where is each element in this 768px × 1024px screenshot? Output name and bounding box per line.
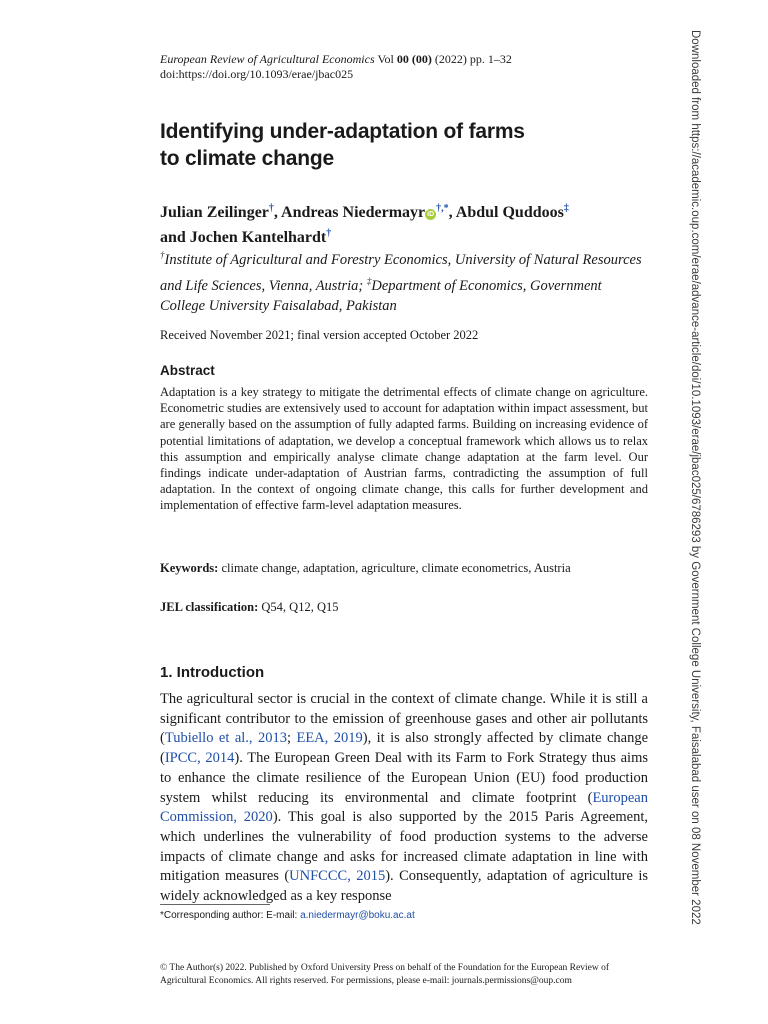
footnote-divider [160,904,270,905]
received-date: Received November 2021; final version accepted October 2022 [160,328,479,342]
download-watermark: Downloaded from https://academic.oup.com/erae/advance-article/doi/10.1093/erae/jbac025/6786293 by Government College University, Faisalabad user on 08 November 2022 [689,30,701,925]
author-name[interactable]: Andreas Niedermayr [281,204,426,221]
affiliation-symbol: † [160,250,165,260]
citation-link[interactable]: European Commission, 2020 [160,789,648,826]
intro-text: ; [286,730,297,747]
citation-link[interactable]: Tubiello et al., 2013 [164,730,287,747]
citation-link[interactable]: EEA, 2019 [296,730,363,747]
keywords [160,561,648,576]
journal-citation [160,52,512,67]
author-name[interactable]: Abdul Quddoos [455,204,564,221]
orcid-icon[interactable]: iD [427,211,435,218]
journal-vol-prefix: Vol [377,52,394,66]
intro-text: ). Consequently, adaptation of agriculture is widely acknowledged as a key response [160,868,648,905]
paper-title-line-2: to climate change [160,147,334,170]
citation-link[interactable]: UNFCCC, 2015 [289,868,386,885]
affiliations [160,245,648,317]
journal-year-pages: (2022) pp. 1–32 [434,52,512,66]
paper-title [160,118,630,172]
author-name[interactable]: Jochen Kantelhardt [189,229,327,246]
affiliation-mark[interactable]: † [326,228,332,239]
journal-doi: doi:https://doi.org/10.1093/erae/jbac025 [160,67,354,81]
abstract-text: Adaptation is a key strategy to mitigate the detrimental effects of climate change on agriculture. Econometric studies are extensively used to account for adaptation within impact assessment, but are generally based on the assumption of fully adapted farms. Building on increasing evidence of potential limitations of adaptation, we develop a conceptual framework which allows us to relax this assumption and empirically analyse climate change adaptation at the farm level. Our findings indicate under-adaptation of Austrian farms, contradicting the assumption of full adaptation. In the context of ongoing climate change, this calls for further development and implementation of effective farm-level adaptation measures. [160,385,648,513]
journal-volume: 00 (00) [396,52,432,66]
jel-label: JEL classification: [160,600,259,614]
affiliation-text: Department of Economics, Government College University Faisalabad, Pakistan [160,277,602,314]
intro-text: ), it is also strongly affected by climate change ( [160,730,649,767]
email-link[interactable]: a.niedermayr@boku.ac.at [300,910,415,921]
intro-text: ). The European Green Deal with its Farm to Fork Strategy thus aims to enhance the climate resilience of the European Union (EU) food production system whilst reducing its environmental and climate footprint ( [160,750,648,806]
affiliation-text: Institute of Agricultural and Forestry Economics, University of Natural Resources and Life Sciences, Vienna, Austria; [160,252,642,294]
author-name[interactable]: Julian Zeilinger [160,204,269,221]
keywords-label: Keywords: [160,561,219,575]
corresponding-author-footnote [160,910,415,921]
affiliation-mark[interactable]: †,* [436,203,449,214]
introduction-paragraph [160,690,648,907]
affiliation-mark[interactable]: ‡ [563,203,569,214]
jel-classification [160,600,339,615]
citation-link[interactable]: IPCC, 2014 [164,750,235,767]
author-conjunction: and [160,229,186,246]
author-list: Julian Zeilinger†, Andreas Niedermayr iD†,*, Abdul Quddoos‡ and Jochen Kantelhardt† [160,203,569,246]
footnote-label: *Corresponding author: E-mail: [160,910,301,921]
section-heading: 1. Introduction [160,664,265,681]
jel-codes: Q54, Q12, Q15 [261,600,339,614]
intro-text: ). This goal is also supported by the 2015 Paris Agreement, which underlines the vulnerability of food production systems to the adverse impacts of climate change and asks for increased climate adaptation in line with mitigation measures ( [160,809,648,885]
paper-title-line-1: Identifying under-adaptation of farms [160,120,525,143]
intro-text: The agricultural sector is crucial in the context of climate change. While it is still a significant contributor to the emission of greenhouse gases and other air pollutants ( [160,691,648,747]
affiliation-mark[interactable]: † [268,203,274,214]
affiliation-symbol: ‡ [366,275,372,286]
copyright-notice: © The Author(s) 2022. Published by Oxford University Press on behalf of the Foundation for the European Review of Agricultural Economics. All rights reserved. For permissions, please e-mail: journals.permissions@oup.com [160,963,609,986]
journal-name: European Review of Agricultural Economics [160,52,375,66]
journal-header [160,52,512,82]
abstract-heading: Abstract [160,363,215,378]
keywords-text: climate change, adaptation, agriculture, climate econometrics, Austria [221,561,571,575]
